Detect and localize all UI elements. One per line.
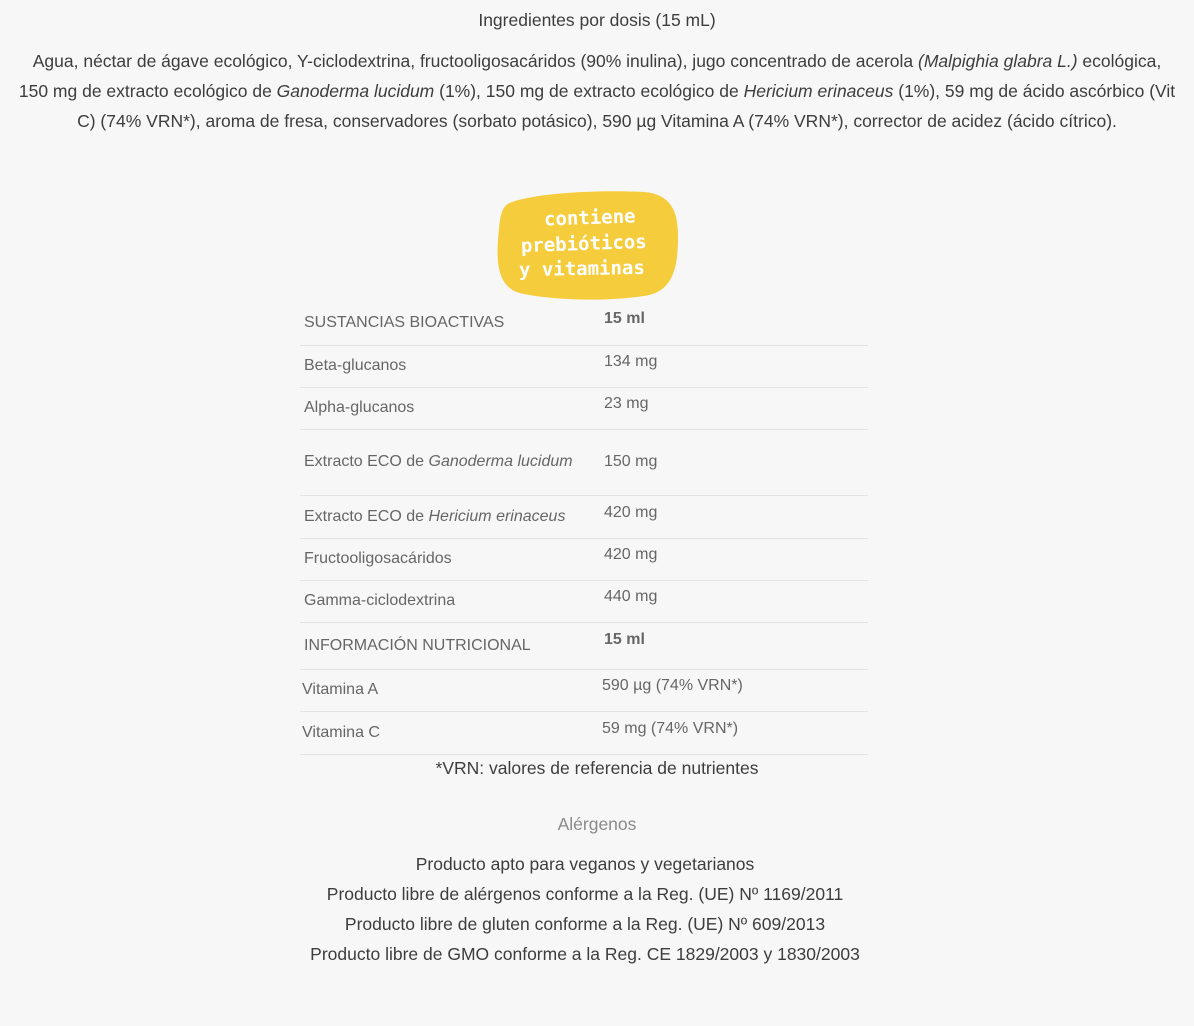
row-value: 59 mg (74% VRN*) bbox=[600, 711, 868, 754]
nutrition-header-value: 15 ml bbox=[600, 622, 868, 669]
table-header-row bbox=[300, 622, 868, 669]
allergens-list bbox=[297, 849, 873, 969]
table-row bbox=[300, 387, 868, 429]
allergen-line: Producto libre de gluten conforme a la Reg. (UE) Nº 609/2013 bbox=[344, 914, 826, 934]
bioactive-header-label: SUSTANCIAS BIOACTIVAS bbox=[300, 302, 600, 345]
table-row bbox=[300, 669, 868, 711]
ingredients-part: (1%), 150 mg de extracto ecológico de bbox=[434, 81, 744, 101]
nutrition-header-label: INFORMACIÓN NUTRICIONAL bbox=[300, 622, 600, 669]
row-label: Fructooligosacáridos bbox=[300, 538, 600, 580]
table-row bbox=[300, 429, 868, 495]
row-label: Gamma-ciclodextrina bbox=[300, 580, 600, 622]
row-value: 134 mg bbox=[600, 345, 868, 387]
row-value: 440 mg bbox=[600, 580, 868, 622]
allergens-title: Alérgenos bbox=[557, 814, 637, 834]
row-value: 150 mg bbox=[600, 429, 868, 495]
row-label: Vitamina C bbox=[300, 711, 600, 754]
row-label: Vitamina A bbox=[300, 669, 600, 711]
vrn-footnote: *VRN: valores de referencia de nutrientes bbox=[435, 758, 759, 778]
ingredients-part: Agua, néctar de ágave ecológico, Y-ciclodextrina, fructooligosacáridos (90% inulina), jugo concentrado de acerola bbox=[32, 51, 919, 71]
table-row bbox=[300, 538, 868, 580]
ingredients-part-italic: Ganoderma lucidum bbox=[276, 81, 435, 101]
badge-line-3: y vitaminas bbox=[518, 256, 645, 282]
row-label: Extracto ECO de Ganoderma lucidum bbox=[300, 429, 600, 495]
row-value: 590 µg (74% VRN*) bbox=[600, 669, 868, 711]
nutrition-table bbox=[300, 302, 868, 755]
badge-graphic bbox=[494, 188, 680, 302]
ingredients-part: (1%), 59 mg de ácido ascórbico (Vit C) (74% VRN*), aroma de fresa, conservadores (sorbato potásico), 590 µg Vitamina A (74% VRN*), corrector de acidez (ácido cítrico). bbox=[77, 81, 1176, 131]
row-label: Alpha-glucanos bbox=[300, 387, 600, 429]
table-row bbox=[300, 495, 868, 538]
row-label: Extracto ECO de Hericium erinaceus bbox=[300, 495, 600, 538]
allergen-line: Producto libre de GMO conforme a la Reg. CE 1829/2003 y 1830/2003 bbox=[310, 944, 860, 964]
table-row bbox=[300, 345, 868, 387]
prebiotics-badge bbox=[494, 188, 680, 302]
allergen-line: Producto libre de alérgenos conforme a la Reg. (UE) Nº 1169/2011 bbox=[326, 884, 844, 904]
ingredients-part: ecológica, 150 mg de extracto ecológico de bbox=[18, 51, 1162, 101]
table-row bbox=[300, 711, 868, 754]
row-value: 23 mg bbox=[600, 387, 868, 429]
ingredients-text bbox=[18, 46, 1176, 136]
row-value: 420 mg bbox=[600, 538, 868, 580]
table-header-row bbox=[300, 302, 868, 345]
badge-line-2: prebióticos bbox=[520, 230, 648, 258]
ingredients-title: Ingredientes por dosis (15 mL) bbox=[478, 10, 716, 30]
bioactive-header-value: 15 ml bbox=[600, 302, 868, 345]
row-value: 420 mg bbox=[600, 495, 868, 538]
ingredients-part-italic: (Malpighia glabra L.) bbox=[918, 51, 1078, 71]
ingredients-part-italic: Hericium erinaceus bbox=[743, 81, 894, 101]
row-label: Beta-glucanos bbox=[300, 345, 600, 387]
allergen-line: Producto apto para veganos y vegetarianos bbox=[415, 854, 755, 874]
table-row bbox=[300, 580, 868, 622]
badge-line-1: contiene bbox=[543, 205, 636, 231]
